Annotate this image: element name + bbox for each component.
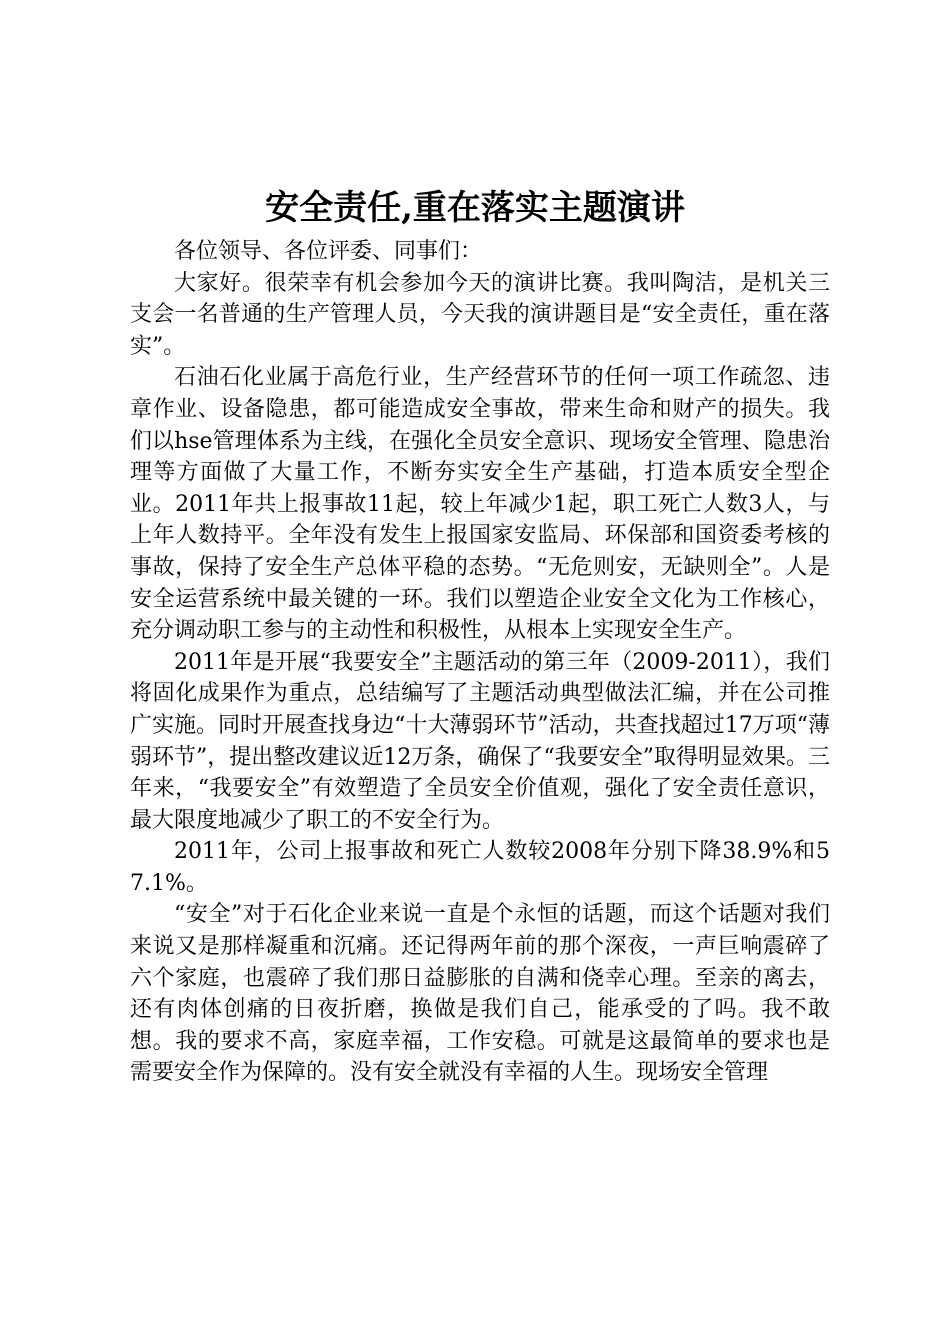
salutation-paragraph: 各位领导、各位评委、同事们： <box>174 239 483 264</box>
document-title: 安全责任,重在落实主题演讲 <box>265 188 685 228</box>
body-paragraph: 石油石化业属于高危行业，生产经营环节的任何一项工作疏忽、违章作业、设备隐患，都可能造成安全事故，带来生命和财产的损失。我们以hse管理体系为主线，在强化全员安全意识、现场安全管理、隐患治理等方面做了大量工作，不断夯实安全生产基础，打造本质安全型企业。2011年共上报事故11起，较上年减少1起，职工死亡人数3人，与上年人数持平。全年没有发生上报国家安监局、环保部和国资委考核的事故，保持了安全生产总体平稳的态势。“无危则安，无缺则全”。人是安全运营系统中最关键的一环。我们以塑造企业安全文化为工作核心，充分调动职工参与的主动性和积极性，从根本上实现安全生产。 <box>130 365 830 644</box>
document-body <box>130 236 830 1089</box>
body-paragraph: 2011年，公司上报事故和死亡人数较2008年分别下降38.9%和57.1%。 <box>130 839 830 896</box>
body-paragraph: 2011年是开展“我要安全”主题活动的第三年（2009-2011），我们将固化成果作为重点，总结编写了主题活动典型做法汇编，并在公司推广实施。同时开展查找身边“十大薄弱环节”活动，共查找超过17万项“薄弱环节”，提出整改建议近12万条，确保了“我要安全”取得明显效果。三年来，“我要安全”有效塑造了全员安全价值观，强化了安全责任意识，最大限度地减少了职工的不安全行为。 <box>130 649 830 833</box>
body-paragraph: “安全”对于石化企业来说一直是个永恒的话题，而这个话题对我们来说又是那样凝重和沉痛。还记得两年前的那个深夜，一声巨响震碎了六个家庭，也震碎了我们那日益膨胀的自满和侥幸心理。至亲的离去，还有肉体创痛的日夜折磨，换做是我们自己，能承受的了吗。我不敢想。我的要求不高，家庭幸福，工作安稳。可就是这最简单的要求也是需要安全作为保障的。没有安全就没有幸福的人生。现场安全管理 <box>130 902 830 1086</box>
body-paragraph: 大家好。很荣幸有机会参加今天的演讲比赛。我叫陶洁，是机关三支会一名普通的生产管理人员，今天我的演讲题目是“安全责任，重在落实”。 <box>130 270 830 359</box>
